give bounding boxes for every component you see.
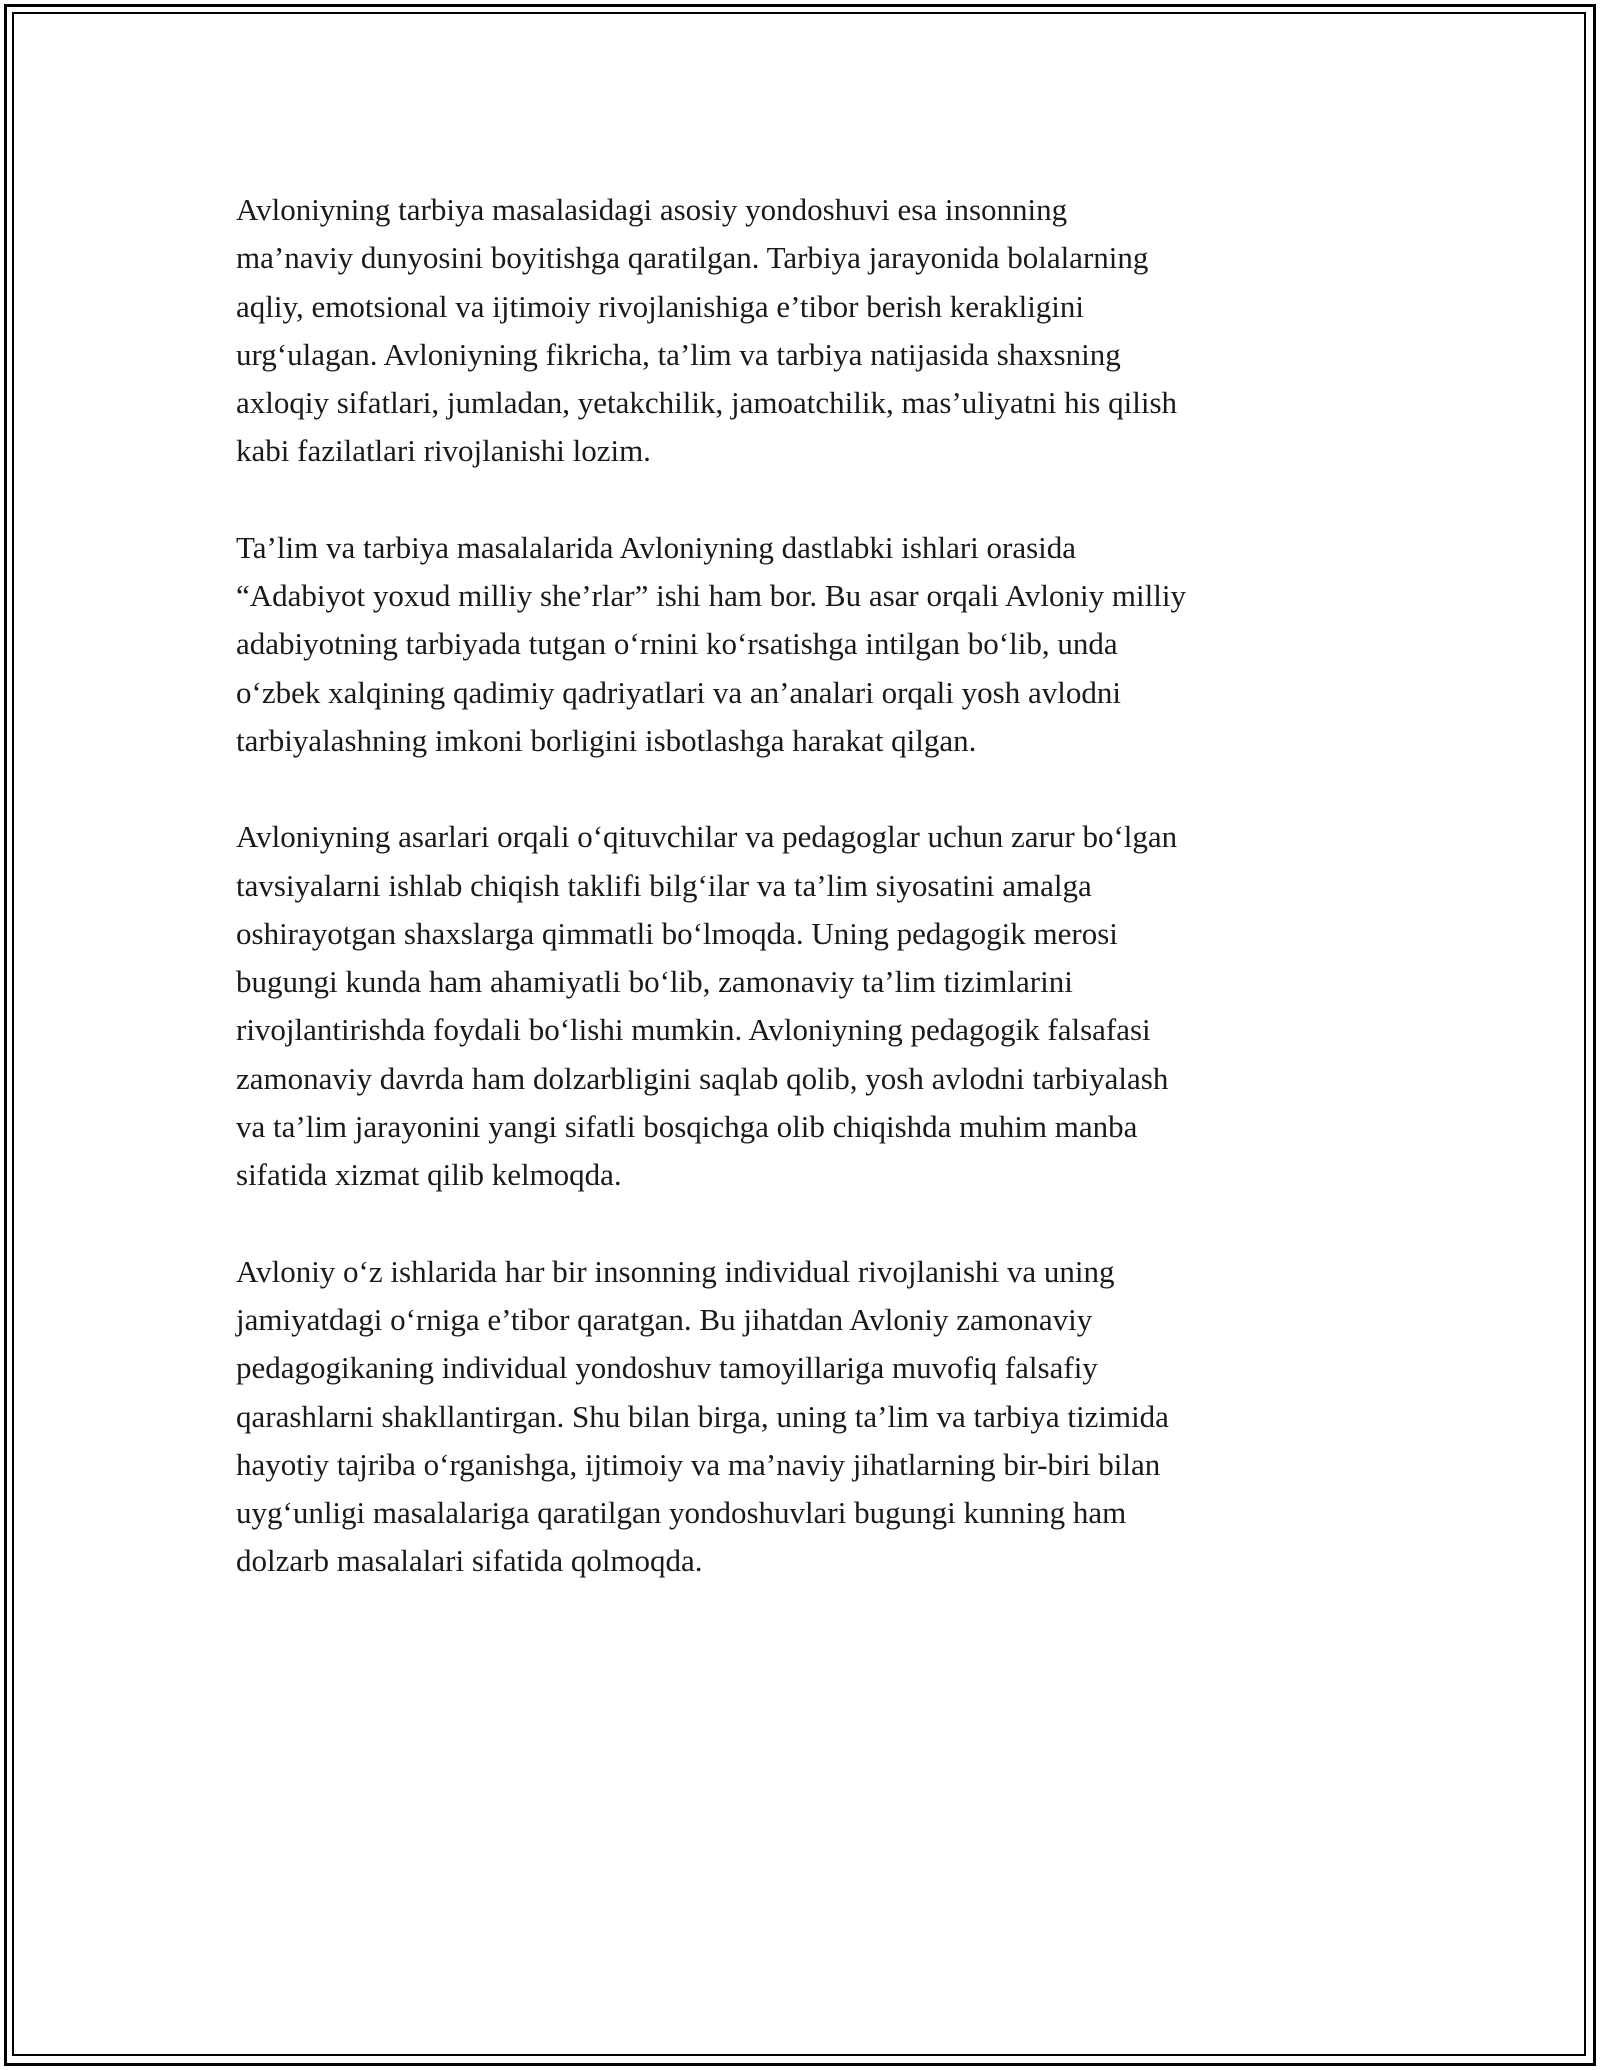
- paragraph-1: Avloniyning tarbiya masalasidagi asosiy yondoshuvi esa insonning ma’naviy dunyosini boyitishga qaratilgan. Tarbiya jarayonida bolalarning aqliy, emotsional va ijtimoiy rivojlanishiga e’tibor berish kerakligini urg‘ulagan. Avloniyning fikricha, ta’lim va tarbiya natijasida shaxsning axloqiy sifatlari, jumladan, yetakchilik, jamoatchilik, mas’uliyatni his qilish kabi fazilatlari rivojlanishi lozim.: [236, 192, 1178, 469]
- document-body: [236, 186, 1386, 1634]
- paragraph-3: Avloniyning asarlari orqali o‘qituvchilar va pedagoglar uchun zarur bo‘lgan tavsiyalarni ishlab chiqish taklifi bilg‘ilar va ta’lim siyosatini amalga oshirayotgan shaxslarga qimmatli bo‘lmoqda. Uning pedagogik merosi bugungi kunda ham ahamiyatli bo‘lib, zamonaviy ta’lim tizimlarini rivojlantirishda foydali bo‘lishi mumkin. Avloniyning pedagogik falsafasi zamonaviy davrda ham dolzarbligini saqlab qolib, yosh avlodni tarbiyalash va ta’lim jarayonini yangi sifatli bosqichga olib chiqishda muhim manba sifatida xizmat qilib kelmoqda.: [236, 819, 1178, 1193]
- paragraph-2: Ta’lim va tarbiya masalalarida Avloniyning dastlabki ishlari orasida “Adabiyot yoxud milliy she’rlar” ishi ham bor. Bu asar orqali Avloniy milliy adabiyotning tarbiyada tutgan o‘rnini ko‘rsatishga intilgan bo‘lib, unda o‘zbek xalqining qadimiy qadriyatlari va an’analari orqali yosh avlodni tarbiyalashning imkoni borligini isbotlashga harakat qilgan.: [236, 529, 1186, 758]
- paragraph-4: Avloniy o‘z ishlarida har bir insonning individual rivojlanishi va uning jamiyatdagi o‘rniga e’tibor qaratgan. Bu jihatdan Avloniy zamonaviy pedagogikaning individual yondoshuv tamoyillariga muvofiq falsafiy qarashlarni shakllantirgan. Shu bilan birga, uning ta’lim va tarbiya tizimida hayotiy tajriba o‘rganishga, ijtimoiy va ma’naviy jihatlarning bir-biri bilan uyg‘unligi masalalariga qaratilgan yondoshuvlari bugungi kunning ham dolzarb masalalari sifatida qolmoqda.: [236, 1253, 1169, 1579]
